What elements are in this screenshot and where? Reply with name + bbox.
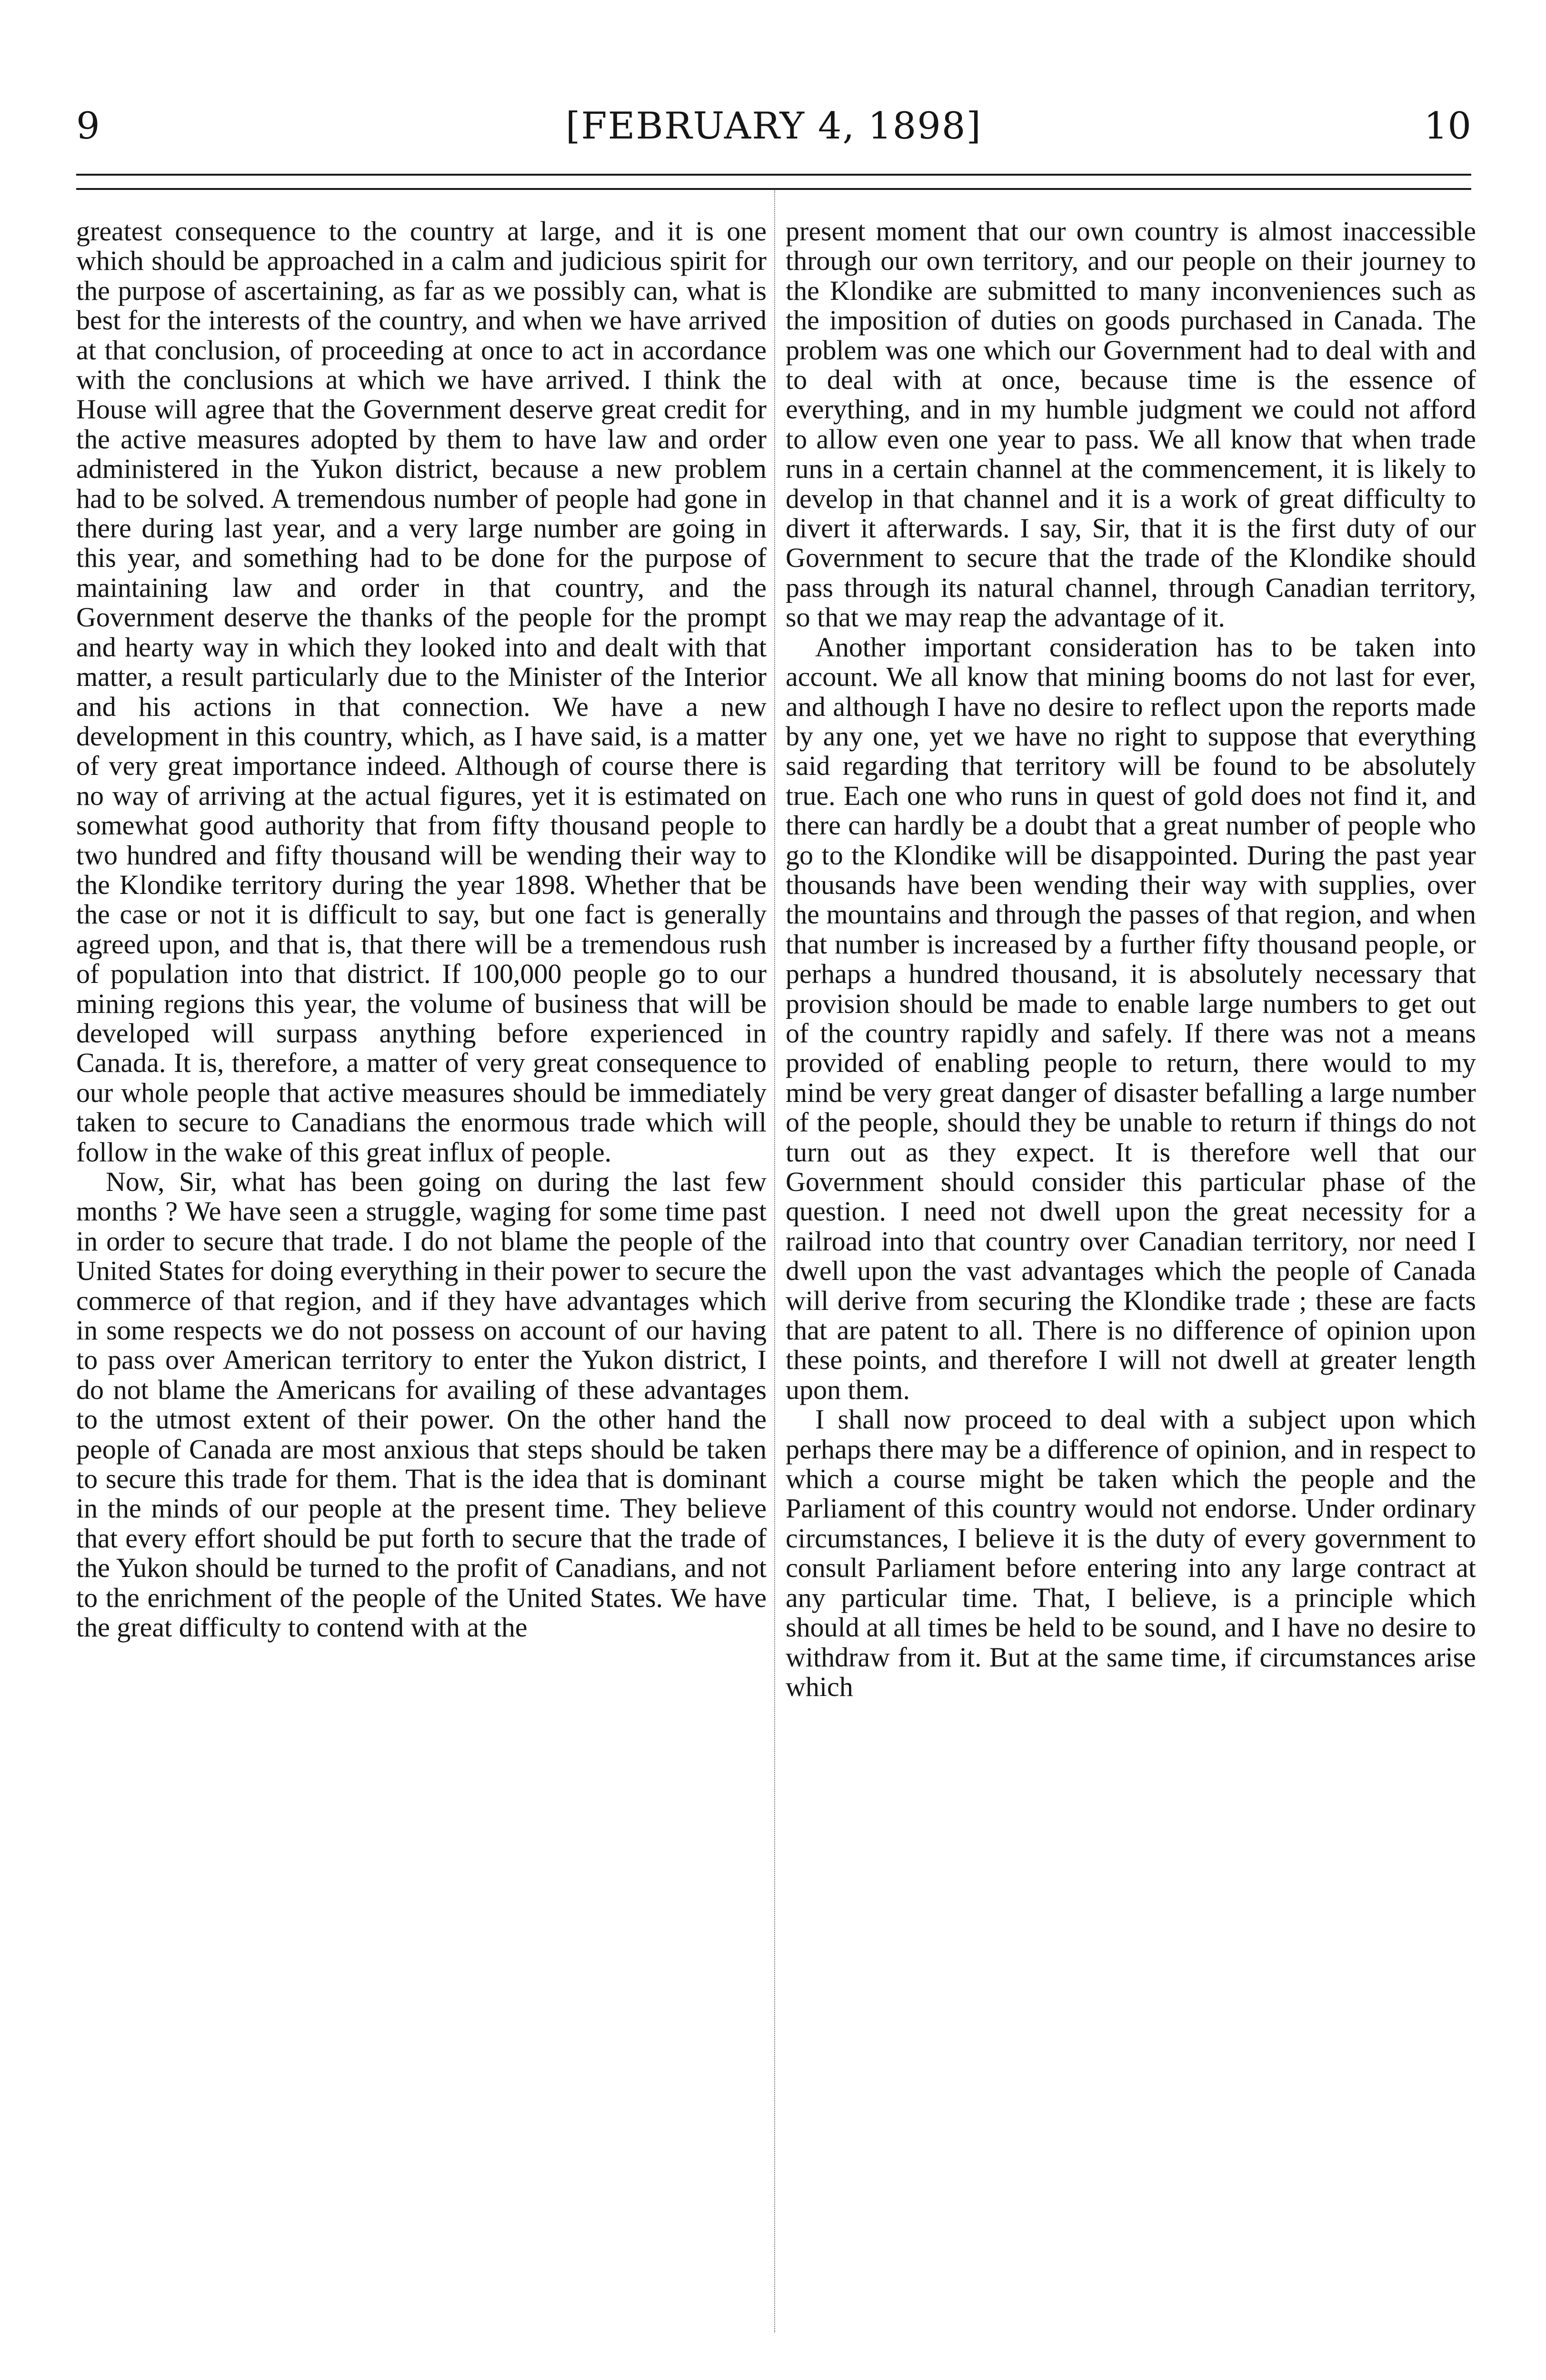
page-number-left: 9 xyxy=(76,105,100,148)
right-paragraph-1: present moment that our own country is almost inaccessible through our own territory, and our people on their journey to the Klondike are submitted to many inconveniences such as the imposition of duties on goods purchased in Canada. The problem was one which our Government had to deal with and to deal with at once, because time is the essence of everything, and in my humble judgment we could not afford to allow even one year to pass. We all know that when trade runs in a certain channel at the commencement, it is likely to develop in that channel and it is a work of great difficulty to divert it afterwards. I say, Sir, that it is the first duty of our Government to secure that the trade of the Klondike should pass through its natural channel, through Canadian territory, so that we may reap the advantage of it. xyxy=(786,216,1476,633)
left-paragraph-2: Now, Sir, what has been going on during the last few months ? We have seen a struggle, waging for some time past in order to secure that trade. I do not blame the people of the United States for doing everything in their power to secure the commerce of that region, and if they have advantages which in some respects we do not possess on account of our having to pass over American territory to enter the Yukon district, I do not blame the Americans for availing of these advantages to the utmost extent of their power. On the other hand the people of Canada are most anxious that steps should be taken to secure this trade for them. That is the idea that is dominant in the minds of our people at the present time. They believe that every effort should be put forth to secure that the trade of the Yukon should be turned to the profit of Canadians, and not to the enrichment of the people of the United States. We have the great difficulty to contend with at the xyxy=(76,1166,767,1643)
header-date: [FEBRUARY 4, 1898] xyxy=(566,105,982,148)
left-column xyxy=(76,217,767,1643)
right-column xyxy=(786,217,1476,1702)
right-paragraph-2: Another important consideration has to be taken into account. We all know that mining booms do not last for ever, and although I have no desire to reflect upon the reports made by any one, yet we have no right to suppose that everything said regarding that territory will be found to be absolutely true. Each one who runs in quest of gold does not find it, and there can hardly be a doubt that a great number of people who go to the Klondike will be disappointed. During the past year thousands have been wending their way with supplies, over the mountains and through the passes of that region, and when that number is increased by a further fifty thousand people, or perhaps a hundred thousand, it is absolutely necessary that provision should be made to enable large numbers to get out of the country rapidly and safely. If there was not a means provided of enabling people to return, there would to my mind be very great danger of disaster befalling a large number of the people, should they be unable to return if things do not turn out as they expect. It is therefore well that our Government should consider this particular phase of the question. I need not dwell upon the great necessity for a railroad into that country over Canadian territory, nor need I dwell upon the vast advantages which the people of Canada will derive from securing the Klondike trade ; these are facts that are patent to all. There is no difference of opinion upon these points, and therefore I will not dwell at greater length upon them. xyxy=(786,631,1476,1405)
header-rule-top xyxy=(76,174,1471,176)
header-rule-bottom xyxy=(76,188,1471,190)
page-number-right: 10 xyxy=(1424,105,1471,148)
column-divider xyxy=(774,190,775,2332)
left-paragraph-1: greatest consequence to the country at large, and it is one which should be approached in a calm and judicious spirit for the purpose of ascertaining, as far as we possibly can, what is best for the interests of the country, and when we have arrived at that conclusion, of proceeding at once to act in accordance with the conclusions at which we have arrived. I think the House will agree that the Government deserve great credit for the active measures adopted by them to have law and order administered in the Yukon district, because a new problem had to be solved. A tremendous number of people had gone in there during last year, and a very large number are going in this year, and something had to be done for the purpose of maintaining law and order in that country, and the Government deserve the thanks of the people for the prompt and hearty way in which they looked into and dealt with that matter, a result particularly due to the Minister of the Interior and his actions in that connection. We have a new development in this country, which, as I have said, is a matter of very great importance indeed. Although of course there is no way of arriving at the actual figures, yet it is estimated on somewhat good authority that from fifty thousand people to two hundred and fifty thousand will be wending their way to the Klondike territory during the year 1898. Whether that be the case or not it is difficult to say, but one fact is generally agreed upon, and that is, that there will be a tremendous rush of population into that district. If 100,000 people go to our mining regions this year, the volume of business that will be developed will surpass anything before experienced in Canada. It is, therefore, a matter of very great consequence to our whole people that active measures should be immediately taken to secure to Canadians the enormous trade which will follow in the wake of this great influx of people. xyxy=(76,216,767,1168)
page-header xyxy=(76,100,1471,152)
right-paragraph-3: I shall now proceed to deal with a subject upon which perhaps there may be a difference of opinion, and in respect to which a course might be taken which the people and the Parliament of this country would not endorse. Under ordinary circumstances, I believe it is the duty of every government to consult Parliament before entering into any large contract at any particular time. That, I believe, is a principle which should at all times be held to be sound, and I have no desire to withdraw from it. But at the same time, if circumstances arise which xyxy=(786,1404,1476,1702)
